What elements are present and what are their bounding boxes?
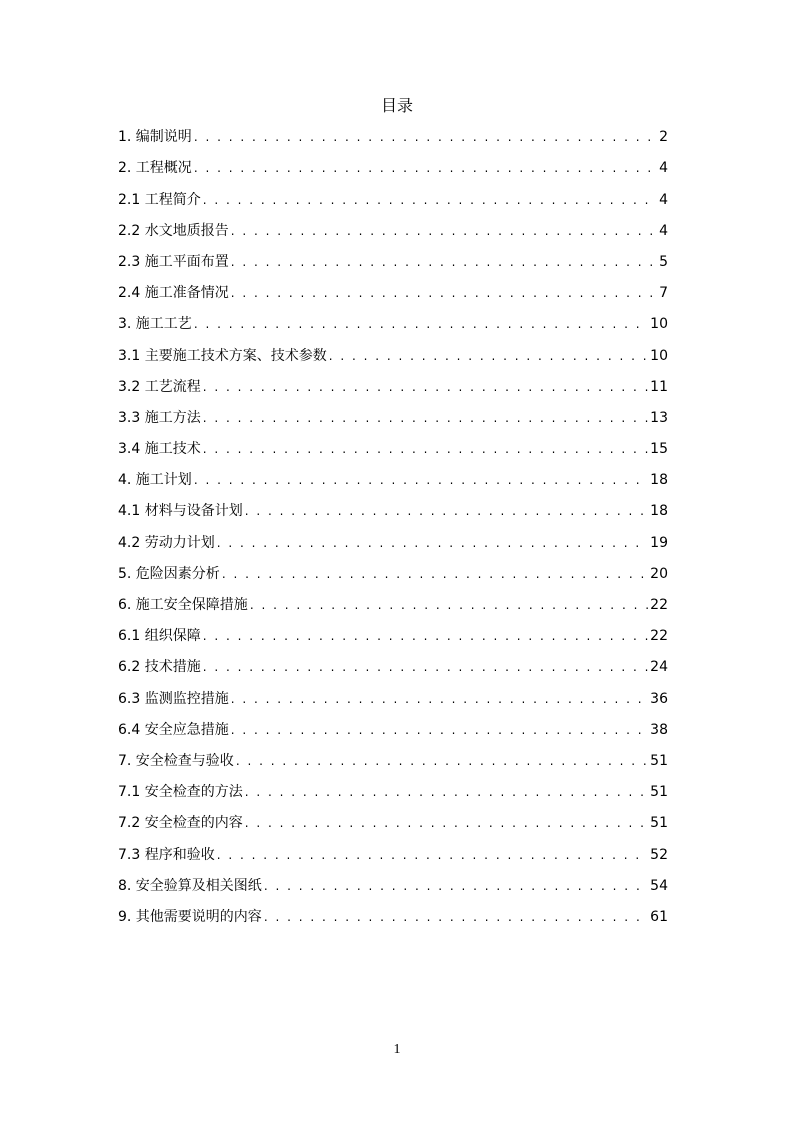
toc-entry[interactable] [118, 463, 668, 494]
toc-entry-page: 11 [650, 378, 668, 395]
toc-entry-page: 54 [650, 877, 668, 894]
toc-entry-label: 9. 其他需要说明的内容 [118, 908, 262, 925]
toc-entry-label: 2.1 工程简介 [118, 191, 201, 208]
toc-leader-dots [236, 747, 648, 775]
toc-entry-label: 4.2 劳动力计划 [118, 534, 215, 551]
toc-entry-label: 2.3 施工平面布置 [118, 253, 229, 270]
toc-entry-page: 4 [659, 222, 668, 239]
toc-entry[interactable] [118, 401, 668, 432]
toc-leader-dots [231, 279, 657, 307]
toc-entry[interactable] [118, 370, 668, 401]
toc-entry-label: 3.4 施工技术 [118, 441, 201, 458]
toc-entry-page: 52 [650, 846, 668, 863]
toc-leader-dots [217, 841, 648, 869]
toc-leader-dots [194, 123, 657, 151]
toc-leader-dots [203, 373, 648, 401]
toc-entry[interactable] [118, 775, 668, 806]
toc-entry-page: 51 [650, 815, 668, 832]
toc-entry[interactable] [118, 900, 668, 931]
toc-entry-label: 4.1 材料与设备计划 [118, 503, 243, 520]
toc-entry-page: 22 [650, 597, 668, 613]
toc-leader-dots [245, 778, 648, 806]
toc-entry[interactable] [118, 744, 668, 775]
toc-entry[interactable] [118, 806, 668, 837]
toc-entry-label: 8. 安全验算及相关图纸 [118, 877, 262, 894]
toc-entry-label: 5. 危险因素分析 [118, 565, 220, 582]
toc-entry-page: 38 [650, 721, 668, 738]
toc-entry-label: 2.4 施工准备情况 [118, 285, 229, 302]
toc-entry[interactable] [118, 338, 668, 369]
toc-entry-label: 7. 安全检查与验收 [118, 752, 234, 769]
toc-entry-page: 18 [650, 503, 668, 520]
toc-leader-dots [264, 903, 648, 931]
toc-entry[interactable] [118, 276, 668, 307]
toc-entry[interactable] [118, 869, 668, 900]
toc-entry-label: 6. 施工安全保障措施 [118, 597, 248, 613]
toc-entry[interactable] [118, 120, 668, 151]
toc-entry-label: 6.2 技术措施 [118, 659, 201, 676]
toc-entry-page: 18 [650, 472, 668, 489]
toc-entry-page: 22 [650, 628, 668, 645]
toc-leader-dots [245, 497, 648, 525]
toc-entry[interactable] [118, 432, 668, 463]
toc-entry-label: 7.1 安全检查的方法 [118, 784, 243, 801]
toc-entry-label: 3.2 工艺流程 [118, 378, 201, 395]
toc-leader-dots [250, 591, 648, 619]
toc-entry[interactable] [118, 713, 668, 744]
toc-entry-label: 2.2 水文地质报告 [118, 222, 229, 239]
toc-leader-dots [194, 154, 657, 182]
toc-leader-dots [203, 404, 648, 432]
toc-entry-page: 51 [650, 784, 668, 801]
toc-entry[interactable] [118, 588, 668, 619]
toc-entry[interactable] [118, 494, 668, 525]
toc-leader-dots [203, 653, 648, 681]
toc-entry[interactable] [118, 525, 668, 556]
toc-entry[interactable] [118, 151, 668, 182]
toc-leader-dots [194, 466, 648, 494]
toc-entry-page: 2 [659, 129, 668, 146]
toc-entry-page: 10 [650, 347, 668, 364]
toc-leader-dots [231, 716, 648, 744]
toc-entry-page: 4 [659, 191, 668, 208]
toc-entry-page: 4 [659, 160, 668, 177]
toc-entry[interactable] [118, 650, 668, 681]
toc-entry-label: 6.3 监测监控措施 [118, 690, 229, 707]
toc-entry-label: 7.3 程序和验收 [118, 846, 215, 863]
toc-entry-page: 5 [659, 253, 668, 270]
toc-entry-label: 1. 编制说明 [118, 129, 192, 146]
toc-entry[interactable] [118, 245, 668, 276]
toc-entry-page: 7 [659, 285, 668, 302]
toc-leader-dots [203, 186, 657, 214]
toc-entry-page: 13 [650, 409, 668, 426]
toc-leader-dots [222, 560, 648, 588]
toc-entry-label: 3.3 施工方法 [118, 409, 201, 426]
toc-entry-page: 51 [650, 752, 668, 769]
toc-leader-dots [231, 685, 648, 713]
toc-entry-label: 6.4 安全应急措施 [118, 721, 229, 738]
toc-entry-label: 3.1 主要施工技术方案、技术参数 [118, 347, 327, 364]
toc-leader-dots [203, 622, 648, 650]
toc-entry-page: 15 [650, 441, 668, 458]
toc-entry-label: 4. 施工计划 [118, 472, 192, 489]
toc-entry[interactable] [118, 182, 668, 213]
toc-entry-page: 20 [650, 565, 668, 582]
toc-entry[interactable] [118, 619, 668, 650]
toc-entry-page: 24 [650, 659, 668, 676]
toc-leader-dots [245, 809, 648, 837]
toc-entry[interactable] [118, 837, 668, 868]
toc-leader-dots [264, 872, 648, 900]
toc-entry-page: 19 [650, 534, 668, 551]
toc-entry[interactable] [118, 307, 668, 338]
toc-title: 目录 [380, 96, 413, 115]
toc-entry-label: 2. 工程概况 [118, 160, 192, 177]
toc-entry[interactable] [118, 681, 668, 712]
toc-leader-dots [231, 248, 657, 276]
toc-entry[interactable] [118, 214, 668, 245]
toc-entry-label: 6.1 组织保障 [118, 628, 201, 645]
toc-leader-dots [329, 342, 648, 370]
toc-list [118, 120, 668, 931]
toc-leader-dots [203, 435, 648, 463]
toc-leader-dots [231, 217, 657, 245]
toc-entry-label: 7.2 安全检查的内容 [118, 815, 243, 832]
toc-entry-page: 61 [650, 908, 668, 925]
toc-entry-page: 36 [650, 690, 668, 707]
toc-entry-page: 10 [650, 316, 668, 333]
toc-entry-label: 3. 施工工艺 [118, 316, 192, 333]
toc-leader-dots [194, 310, 648, 338]
toc-leader-dots [217, 529, 648, 557]
toc-entry[interactable] [118, 557, 668, 588]
page-number: 1 [393, 1042, 401, 1057]
